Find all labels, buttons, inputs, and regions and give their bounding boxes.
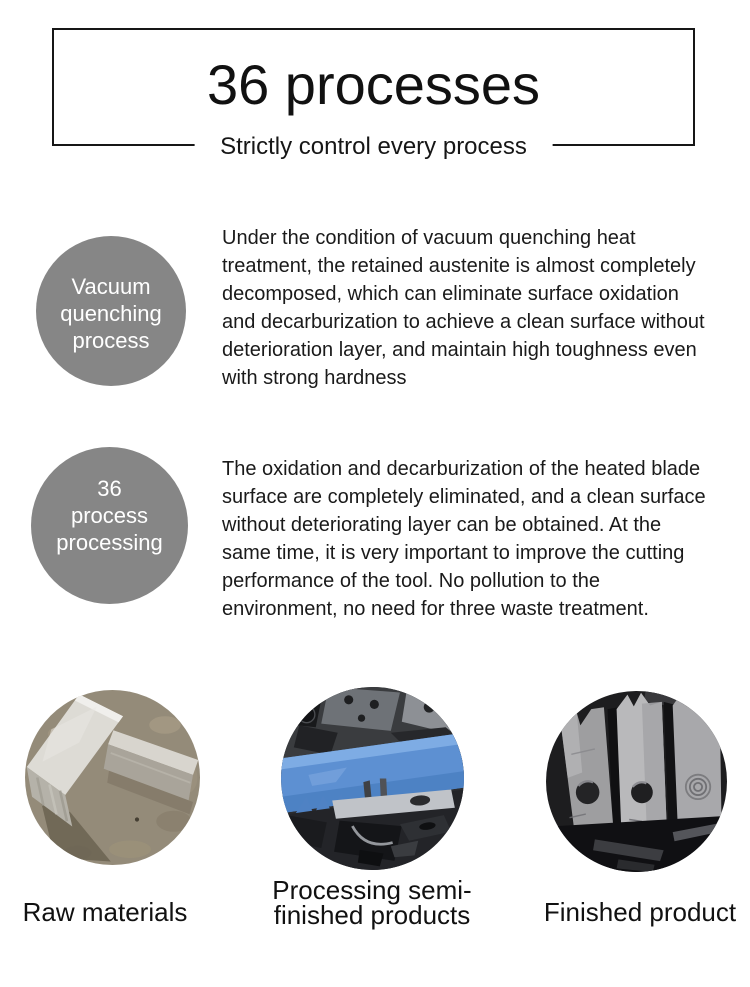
semi-finished-caption: Processing semi-finished products — [272, 875, 472, 930]
page-title: 36 processes — [206, 53, 541, 116]
raw-materials-photo — [25, 690, 200, 865]
finished-product-caption: Finished product — [543, 897, 737, 927]
semi-finished-photo — [281, 687, 464, 870]
badge-line: 36 — [97, 476, 122, 501]
page-subtitle: Strictly control every process — [194, 133, 553, 160]
semi-finished-image — [281, 687, 464, 870]
badge-36-process — [31, 447, 188, 604]
raw-materials-image — [25, 690, 200, 865]
badge-line: process — [70, 503, 149, 528]
finished-product-photo — [546, 691, 727, 872]
badge-vacuum-quenching — [36, 236, 186, 386]
finished-product-image — [546, 691, 727, 872]
section-text-vacuum-quenching: Under the condition of vacuum quenching heat treatment, the retained austenite is almost completely decomposed, which can eliminate surface oxidation and decarburization to achieve a clean surface without deterioration layer, and maintain high toughness even with strong hardness — [222, 227, 705, 389]
badge-line: quenching — [60, 300, 162, 326]
badge-line: process — [72, 327, 150, 353]
raw-materials-caption: Raw materials — [22, 897, 188, 927]
badge-line: Vacuum — [71, 273, 151, 299]
header-box — [52, 28, 695, 160]
badge-line: processing — [56, 530, 163, 555]
section-text-36-process: The oxidation and decarburization of the heated blade surface are completely eliminated, and a clean surface without deteriorating layer can be obtained. At the same time, it is very important to improve the cutting performance of the tool. No pollution to the environment, no need for three waste treatment. — [222, 458, 706, 620]
